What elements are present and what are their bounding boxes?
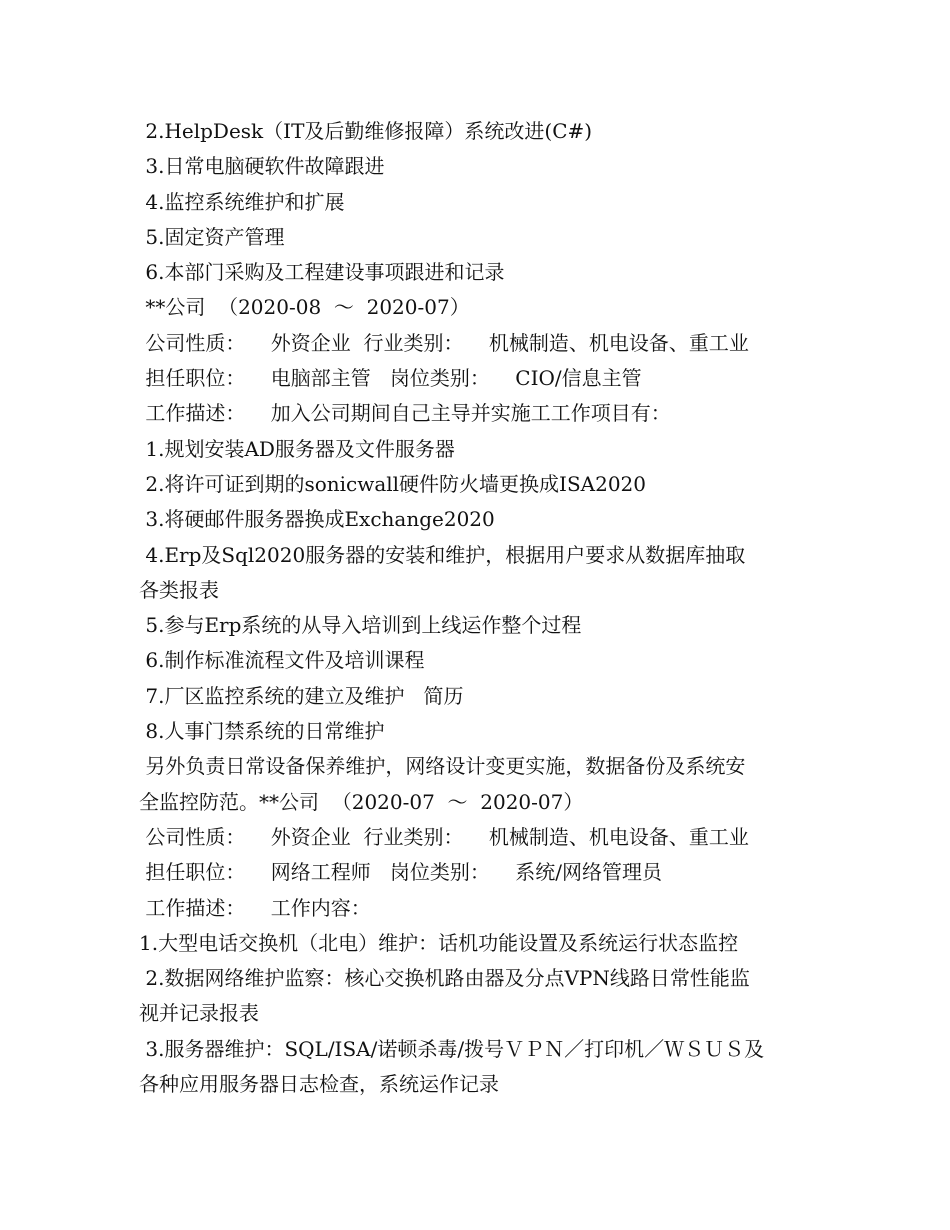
text-line: 另外负责日常设备保养维护，网络设计变更实施，数据备份及系统安 <box>139 754 746 779</box>
company-nature-line: 公司性质： 外资企业 行业类别： 机械制造、机电设备、重工业 <box>139 824 749 849</box>
text-line: 4.监控系统维护和扩展 <box>139 189 345 214</box>
company-header-line: **公司 （2020-08 ～ 2020-07） <box>139 295 470 320</box>
text-line: 2.将许可证到期的sonicwall硬件防火墙更换成ISA2020 <box>139 471 647 496</box>
text-line: 2.HelpDesk（IT及后勤维修报障）系统改进(C#) <box>139 119 593 143</box>
text-line: 1.规划安装AD服务器及文件服务器 <box>139 436 455 461</box>
job-description-line: 工作描述： 工作内容： <box>139 895 371 920</box>
text-line: 2.数据网络维护监察：核心交换机路由器及分点VPN线路日常性能监 <box>139 966 750 991</box>
text-line: 8.人事门禁系统的日常维护 <box>139 719 385 744</box>
text-line: 各种应用服务器日志检查，系统运作记录 <box>139 1072 499 1097</box>
text-line: 4.Erp及Sql2020服务器的安装和维护，根据用户要求从数据库抽取 <box>139 542 746 567</box>
text-line: 1.大型电话交换机（北电）维护：话机功能设置及系统运行状态监控 <box>139 930 739 955</box>
document-body <box>139 114 819 1102</box>
text-line: 6.制作标准流程文件及培训课程 <box>139 648 425 673</box>
position-line: 担任职位： 网络工程师 岗位类别： 系统/网络管理员 <box>139 860 663 885</box>
text-line: 3.将硬邮件服务器换成Exchange2020 <box>139 507 495 532</box>
text-line: 6.本部门采购及工程建设事项跟进和记录 <box>139 260 505 285</box>
text-line: 5.参与Erp系统的从导入培训到上线运作整个过程 <box>139 613 582 638</box>
position-line: 担任职位： 电脑部主管 岗位类别： CIO/信息主管 <box>139 366 642 391</box>
text-line: 7.厂区监控系统的建立及维护 简历 <box>139 683 464 708</box>
company-nature-line: 公司性质： 外资企业 行业类别： 机械制造、机电设备、重工业 <box>139 330 749 355</box>
text-line: 各类报表 <box>139 577 219 602</box>
text-line: 5.固定资产管理 <box>139 224 285 249</box>
job-description-line: 工作描述： 加入公司期间自己主导并实施工工作项目有： <box>139 401 671 426</box>
text-line: 3.日常电脑硬软件故障跟进 <box>139 154 385 179</box>
text-line: 3.服务器维护：SQL/ISA/诺顿杀毒/拨号ＶＰＮ／打印机／ＷＳＵＳ及 <box>139 1036 765 1061</box>
text-line: 视并记录报表 <box>139 1001 259 1026</box>
company-header-line: 全监控防范。**公司 （2020-07 ～ 2020-07） <box>139 789 584 814</box>
